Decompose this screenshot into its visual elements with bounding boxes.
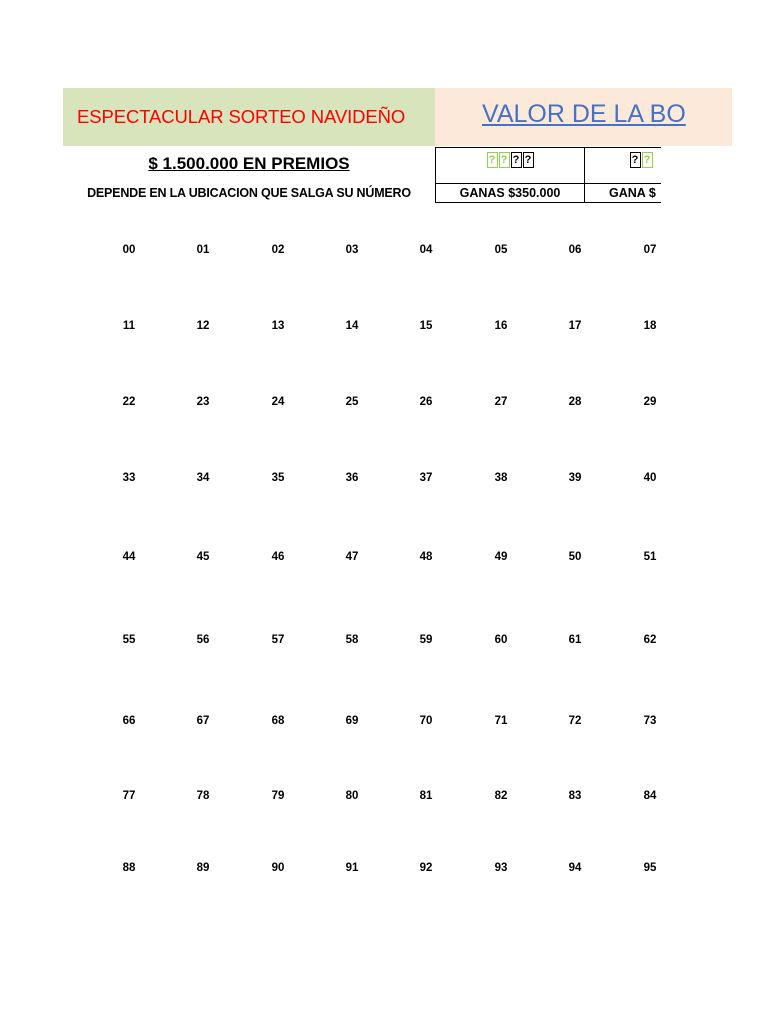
raffle-number: 47 (345, 551, 359, 563)
missing-glyph-icon: ? (499, 152, 510, 168)
raffle-number: 24 (271, 396, 285, 408)
raffle-number: 89 (196, 862, 210, 874)
raffle-number: 35 (271, 472, 285, 484)
prize-subtitle: DEPENDE EN LA UBICACION QUE SALGA SU NÚMERO (87, 186, 411, 200)
raffle-number: 16 (494, 320, 508, 332)
raffle-number: 22 (122, 396, 136, 408)
raffle-number: 34 (196, 472, 210, 484)
raffle-number: 45 (196, 551, 210, 563)
raffle-number: 77 (122, 790, 136, 802)
raffle-number: 07 (643, 244, 657, 256)
raffle-number: 11 (122, 320, 136, 332)
raffle-number: 05 (494, 244, 508, 256)
raffle-number: 26 (419, 396, 433, 408)
raffle-number: 50 (568, 551, 582, 563)
raffle-number: 17 (568, 320, 582, 332)
raffle-number: 14 (345, 320, 359, 332)
raffle-title: ESPECTACULAR SORTEO NAVIDEÑO (77, 106, 406, 127)
raffle-number: 59 (419, 634, 433, 646)
raffle-number: 33 (122, 472, 136, 484)
missing-glyph-icon: ? (487, 152, 498, 168)
raffle-number: 88 (122, 862, 136, 874)
raffle-number: 83 (568, 790, 582, 802)
raffle-number: 55 (122, 634, 136, 646)
raffle-number: 12 (196, 320, 210, 332)
ticket-value-title: VALOR DE LA BO (482, 100, 686, 128)
raffle-number: 49 (494, 551, 508, 563)
raffle-number: 25 (345, 396, 359, 408)
raffle-number: 18 (643, 320, 657, 332)
prize-label-1: GANAS $350.000 (459, 186, 561, 200)
raffle-number: 04 (419, 244, 433, 256)
raffle-number: 51 (643, 551, 657, 563)
raffle-number: 40 (643, 472, 657, 484)
raffle-number: 61 (568, 634, 582, 646)
raffle-number: 92 (419, 862, 433, 874)
raffle-number: 68 (271, 715, 285, 727)
raffle-number: 37 (419, 472, 433, 484)
raffle-number: 13 (271, 320, 285, 332)
raffle-number: 73 (643, 715, 657, 727)
raffle-number: 82 (494, 790, 508, 802)
raffle-number: 81 (419, 790, 433, 802)
raffle-number: 71 (494, 715, 508, 727)
prize-label-2: GANA $ (609, 186, 656, 200)
missing-glyph-icon: ? (511, 152, 522, 168)
raffle-number: 95 (643, 862, 657, 874)
raffle-number: 36 (345, 472, 359, 484)
raffle-number: 78 (196, 790, 210, 802)
raffle-number: 70 (419, 715, 433, 727)
raffle-number: 79 (271, 790, 285, 802)
missing-glyph-icon: ? (642, 152, 653, 168)
raffle-number: 84 (643, 790, 657, 802)
raffle-number: 62 (643, 634, 657, 646)
raffle-number: 39 (568, 472, 582, 484)
raffle-number: 72 (568, 715, 582, 727)
raffle-number: 93 (494, 862, 508, 874)
missing-glyph-icon: ? (630, 152, 641, 168)
raffle-number: 27 (494, 396, 508, 408)
raffle-number: 38 (494, 472, 508, 484)
raffle-number: 94 (568, 862, 582, 874)
raffle-number: 66 (122, 715, 136, 727)
raffle-number: 69 (345, 715, 359, 727)
raffle-number: 90 (271, 862, 285, 874)
raffle-number: 03 (345, 244, 359, 256)
raffle-number: 23 (196, 396, 210, 408)
total-prizes: $ 1.500.000 EN PREMIOS (148, 154, 350, 173)
raffle-number: 00 (122, 244, 136, 256)
raffle-number: 06 (568, 244, 582, 256)
missing-glyph-icon: ? (523, 152, 534, 168)
raffle-number: 56 (196, 634, 210, 646)
raffle-number: 58 (345, 634, 359, 646)
raffle-number: 28 (568, 396, 582, 408)
raffle-number: 15 (419, 320, 433, 332)
raffle-number: 48 (419, 551, 433, 563)
raffle-number: 57 (271, 634, 285, 646)
raffle-number: 67 (196, 715, 210, 727)
raffle-number: 44 (122, 551, 136, 563)
raffle-number: 46 (271, 551, 285, 563)
raffle-number: 80 (345, 790, 359, 802)
raffle-number: 29 (643, 396, 657, 408)
raffle-number: 02 (271, 244, 285, 256)
raffle-number: 60 (494, 634, 508, 646)
raffle-number: 91 (345, 862, 359, 874)
raffle-number: 01 (196, 244, 210, 256)
